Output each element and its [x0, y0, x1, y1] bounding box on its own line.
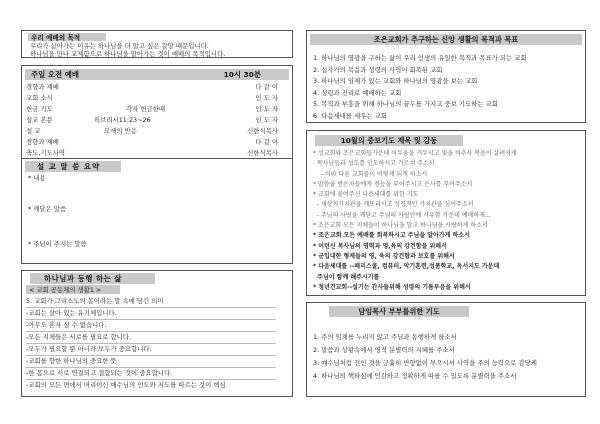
prayer-item: 주님이 함께 해주시기를 — [313, 273, 380, 281]
walk-with-god-section — [21, 270, 293, 397]
church-goals-section — [306, 30, 586, 123]
order-of-service — [22, 82, 292, 158]
service-title: 주일 오전 예배 — [31, 70, 79, 79]
pastor-prayer-item: 1. 주의 임재를 누리지 않고 주님과 동행하게 하소서 — [313, 333, 457, 341]
service-title-bar — [25, 69, 289, 80]
prayer-item: - 주님의 사랑을 깨닫고 주님의 사랑안에 자유함 가운데 예배하게... — [313, 211, 491, 219]
walk-line: -모든 지체들은 서로를 필요로 합니다. — [26, 333, 132, 341]
pastor-prayer-title: 담임목사 부부를위한 기도 — [329, 306, 469, 317]
walk-line: -교회를 향한 하나님의 중요한 뜻 — [26, 357, 117, 365]
prayer-topics-section — [306, 130, 586, 296]
goal-item: 2. 십자가의 복음과 성령의 사역이 회복된 교회 — [313, 65, 443, 74]
prayer-item: * 군입대한 형제들의 영, 육의 강건함과 보호를 위해서 — [313, 252, 455, 260]
sermon-summary-section — [21, 158, 293, 264]
walk-line: 5. 교회가 그리스도의 몸이라는 말 속에 담긴 의미 — [26, 297, 164, 305]
prayer-item: - 세상적가치관을 깨뜨리시고 성경적인 가치관을 심어주소서 — [313, 201, 474, 209]
sermon-note-word: * 주님이 주시는 말씀 — [28, 240, 87, 248]
order-row: 교회 소식 인 도 자 — [26, 94, 278, 102]
walk-line: -교회는 살아 있는 유기체입니다. — [26, 309, 117, 317]
prayer-item: 목사님들과 성도를 인도하시고 가르쳐 주소서 — [313, 160, 435, 168]
order-row: 설 교 모세의 반응 신한식목사 — [26, 127, 278, 135]
prayer-item: --이라 다른 교회들이 이렇게 되게 하소서 — [313, 170, 428, 178]
prayer-topics-list — [313, 149, 517, 293]
order-row: 축도,기도사역 신한식목사 — [26, 149, 278, 157]
walk-line: -모두가 필요할 뿐 아니라 모두가 중요합니다. — [26, 345, 152, 353]
goal-item: 3. 하나님의 임재가 있는 교회와 하나님의 영광을 보는 교회 — [313, 77, 478, 85]
prayer-item: * 성교회와 조은교회들가운데 어두움을 거두시고 빛을 비추사 복음이 살려지게 — [313, 150, 517, 157]
goal-item: 4. 성령과 진리로 예배하는 교회 — [313, 88, 402, 97]
prayer-item: * 다음세대를 --패리스쿨, 컴퓨터, 악기훈련,성품학교, 독서지도 가운데 — [313, 263, 500, 271]
walk-line: -아무도 혼자 설 수 없습니다. — [26, 321, 107, 329]
prayer-topics-title: 10월의 중보기도 제목 및 감동 — [315, 135, 463, 146]
order-row: 경향과 재배 다 같 이 — [26, 83, 278, 91]
sermon-note-content: * 내용 — [28, 174, 46, 182]
pastor-prayer-item: 2. 말씀과 상황속에서 영적 분별력의 지혜를 주소서 — [313, 346, 455, 354]
purpose-line-1: 우리가 살아가는 이유는 하나님을 더 알고 싶은 갈망 때문입니다. — [30, 42, 209, 50]
morning-service-section — [21, 65, 293, 159]
prayer-item: * 어린신 목사님의 영력과 영,육의 강건함을 위해서 — [313, 242, 447, 250]
pastor-prayer-section — [306, 302, 586, 397]
prayer-item: * 교회에 붙여주신 다음세대를 위한 기도 — [313, 191, 419, 199]
goal-item: 6. 다음세대를 세우는 교회 — [313, 111, 387, 120]
worship-purpose-section — [21, 30, 293, 58]
worship-purpose-title: 우리 예배의 목적 — [28, 33, 106, 41]
goal-item: 5. 목적과 부흥을 위해 하나님의 꿈두를 가지고 중보 기도하는 교회 — [313, 100, 498, 108]
pastor-prayer-item: 3. 예수님처럼 전인 것을 긍휼히 반향없이 부으시셔 사역을 주의 능력으로 감당케 — [313, 359, 537, 367]
walk-title: 하나님과 동행 하는 삶 — [30, 273, 155, 284]
order-row: 경향과 재배 다 같 이 — [26, 138, 278, 146]
prayer-item: * 말씀을 받은자들에게 전능을 부어주시고 은사를 부어주소서 — [313, 180, 473, 188]
church-goals-list — [313, 53, 527, 122]
order-row: 헌금 기도 각자 헌금한때 인 도 자 — [26, 105, 278, 113]
prayer-item: * 청년건교회--설기는 간사들위해 성령의 기름부음을 위해서 — [313, 283, 471, 291]
prayer-item: * 조은교회 모든 지체들이 하나님을 알고 하나님을 사랑하게 하소서 — [313, 222, 488, 230]
sermon-note-lesson: * 깨달은 말씀 — [28, 205, 67, 213]
order-row: 설교 본문 히브리서11:23~26 인 도 자 — [26, 116, 278, 124]
goal-item: 1. 하나님의 영광을 구하는 삶이 우리 인생의 유일한 목적과 목표가 되는 교회 — [313, 54, 527, 62]
prayer-item: * 조은교회 모든 예배를 회복하시고 주님을 알아가게 하소서 — [313, 232, 470, 240]
walk-line: -한 몸으로 서로 연결되고 결합되는 것이 중요합니다. — [26, 369, 173, 377]
walk-subtitle: < 교회 공동체의 생활1 > — [26, 285, 120, 294]
walk-line: -교회의 모든 면에서 머리이신 예수님의 인도와 지도를 따르는 것이 핵심 — [26, 381, 226, 389]
service-time: 10시 30분 — [223, 70, 261, 79]
sermon-summary-title: 설 교 말 씀 요약 — [25, 161, 121, 172]
pastor-prayer-list — [313, 331, 537, 383]
church-goals-title: 조은교회가 추구하는 신앙 생활의 목적과 목표 — [310, 34, 582, 45]
purpose-line-2: 하나님을 만나 교제함으로 하나님을 알아가는 것이 예배의 목적입니다. — [30, 50, 226, 58]
pastor-prayer-item: 4. 하나님의 핵하심에 민감하고 정확하게 따를 수 있도록 분별력을 주소서 — [313, 372, 517, 380]
